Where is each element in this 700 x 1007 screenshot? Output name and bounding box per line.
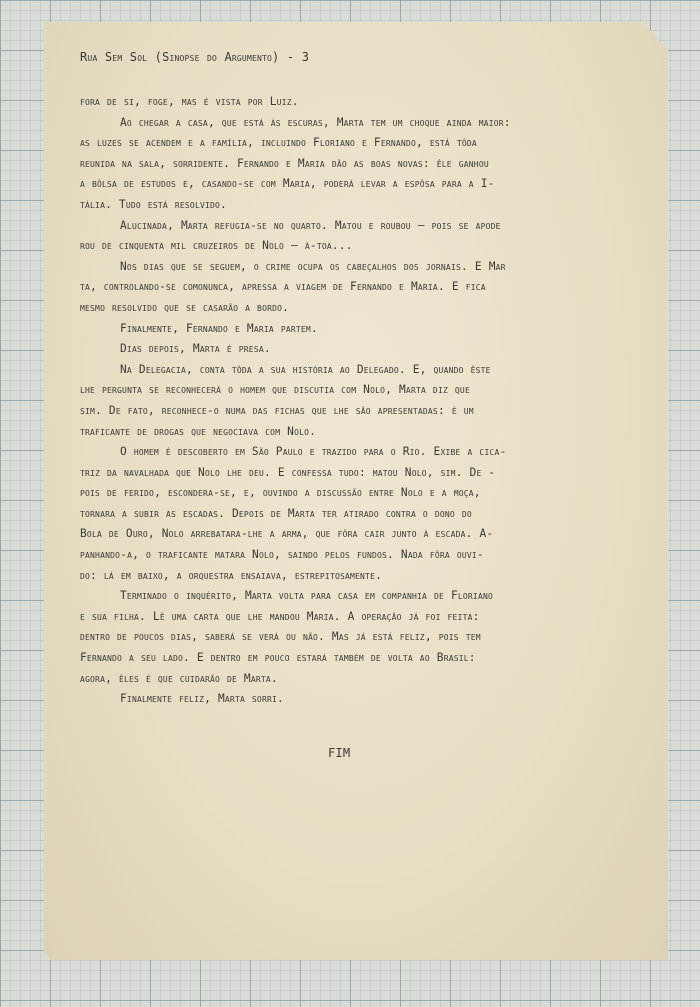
end-mark: FIM — [328, 746, 351, 760]
text-line: reunida na sala, sorridente. Fernando e Maria dão as boas novas: êle ganhou — [80, 156, 489, 170]
text-line: Fernando a seu lado. E dentro em pouco estará também de volta ao Brasil: — [80, 651, 476, 665]
text-line: a bôlsa de estudos e, casando-se com Maria, poderá levar a espôsa para a I- — [80, 177, 495, 191]
text-line: Ao chegar a casa, que está às escuras, Marta tem um choque ainda maior: — [120, 115, 511, 129]
text-line: Finalmente feliz, Marta sorri. — [120, 692, 284, 706]
text-line: rou de cinquenta mil cruzeiros de Nolo — à-toa... — [80, 239, 353, 253]
text-line: pois de ferido, escondera-se, e, ouvindo a discussão entre Nolo e a moça, — [80, 486, 481, 500]
text-line: traficante de drogas que negociava com Nolo. — [80, 424, 317, 438]
text-line: do: lá em baixo, a orquestra ensaiava, estrepitosamente. — [80, 568, 383, 582]
document-body — [80, 92, 650, 710]
text-line: agora, êles é que cuidarão de Marta. — [80, 671, 278, 685]
text-line: tália. Tudo está resolvido. — [80, 197, 227, 211]
text-line: Dias depois, Marta é presa. — [120, 342, 271, 356]
text-line: tornara a subir as escadas. Depois de Marta ter atirado contra o dono do — [80, 506, 472, 520]
text-line: Alucinada, Marta refugia-se no quarto. Matou e roubou — pois se apode — [120, 218, 501, 232]
text-line: Na Delegacia, conta tôda a sua história ao Delegado. E, quando êste — [120, 362, 491, 376]
text-line: O homem é descoberto em São Paulo e trazido para o Rio. Exibe a cica- — [120, 445, 507, 459]
text-line: as luzes se acendem e a família, incluindo Floriano e Fernando, está tôda — [80, 136, 477, 150]
text-line: Bola de Ouro, Nolo arrebatara-lhe a arma, que fôra cair junto à escada. A- — [80, 527, 494, 541]
text-line: Nos dias que se seguem, o crime ocupa os cabeçalhos dos jornais. E Mar — [120, 259, 506, 273]
text-line: panhando-a, o traficante matara Nolo, saindo pelos fundos. Nada fôra ouvi- — [80, 548, 484, 562]
text-line: dentro de poucos dias, saberá se verá ou não. Mas já está feliz, pois tem — [80, 630, 481, 644]
text-line: Terminado o inquérito, Marta volta para casa em companhia de Floriano — [120, 589, 493, 603]
page-header: Rua Sem Sol (Sinopse do Argumento) - 3 — [80, 50, 310, 64]
text-line: sim. De fato, reconhece-o numa das fichas que lhe são apresentadas: é um — [80, 403, 474, 417]
text-line: ta, controlando-se comonunca, apressa a viagem de Fernando e Maria. E fica — [80, 280, 486, 294]
text-line: mesmo resolvido que se casarão a bordo. — [80, 300, 290, 314]
text-line: Finalmente, Fernando e Maria partem. — [120, 321, 318, 335]
text-line: triz da navalhada que Nolo lhe deu. E confessa tudo: matou Nolo, sim. De - — [80, 465, 496, 479]
text-line: e sua filha. Lê uma carta que lhe mandou Maria. A operação já foi feita: — [80, 609, 480, 623]
text-line: fora de si, foge, mas é vista por Luiz. — [80, 95, 299, 108]
text-line: lhe pergunta se reconhecerá o homem que discutia com Nolo, Marta diz que — [80, 383, 470, 397]
